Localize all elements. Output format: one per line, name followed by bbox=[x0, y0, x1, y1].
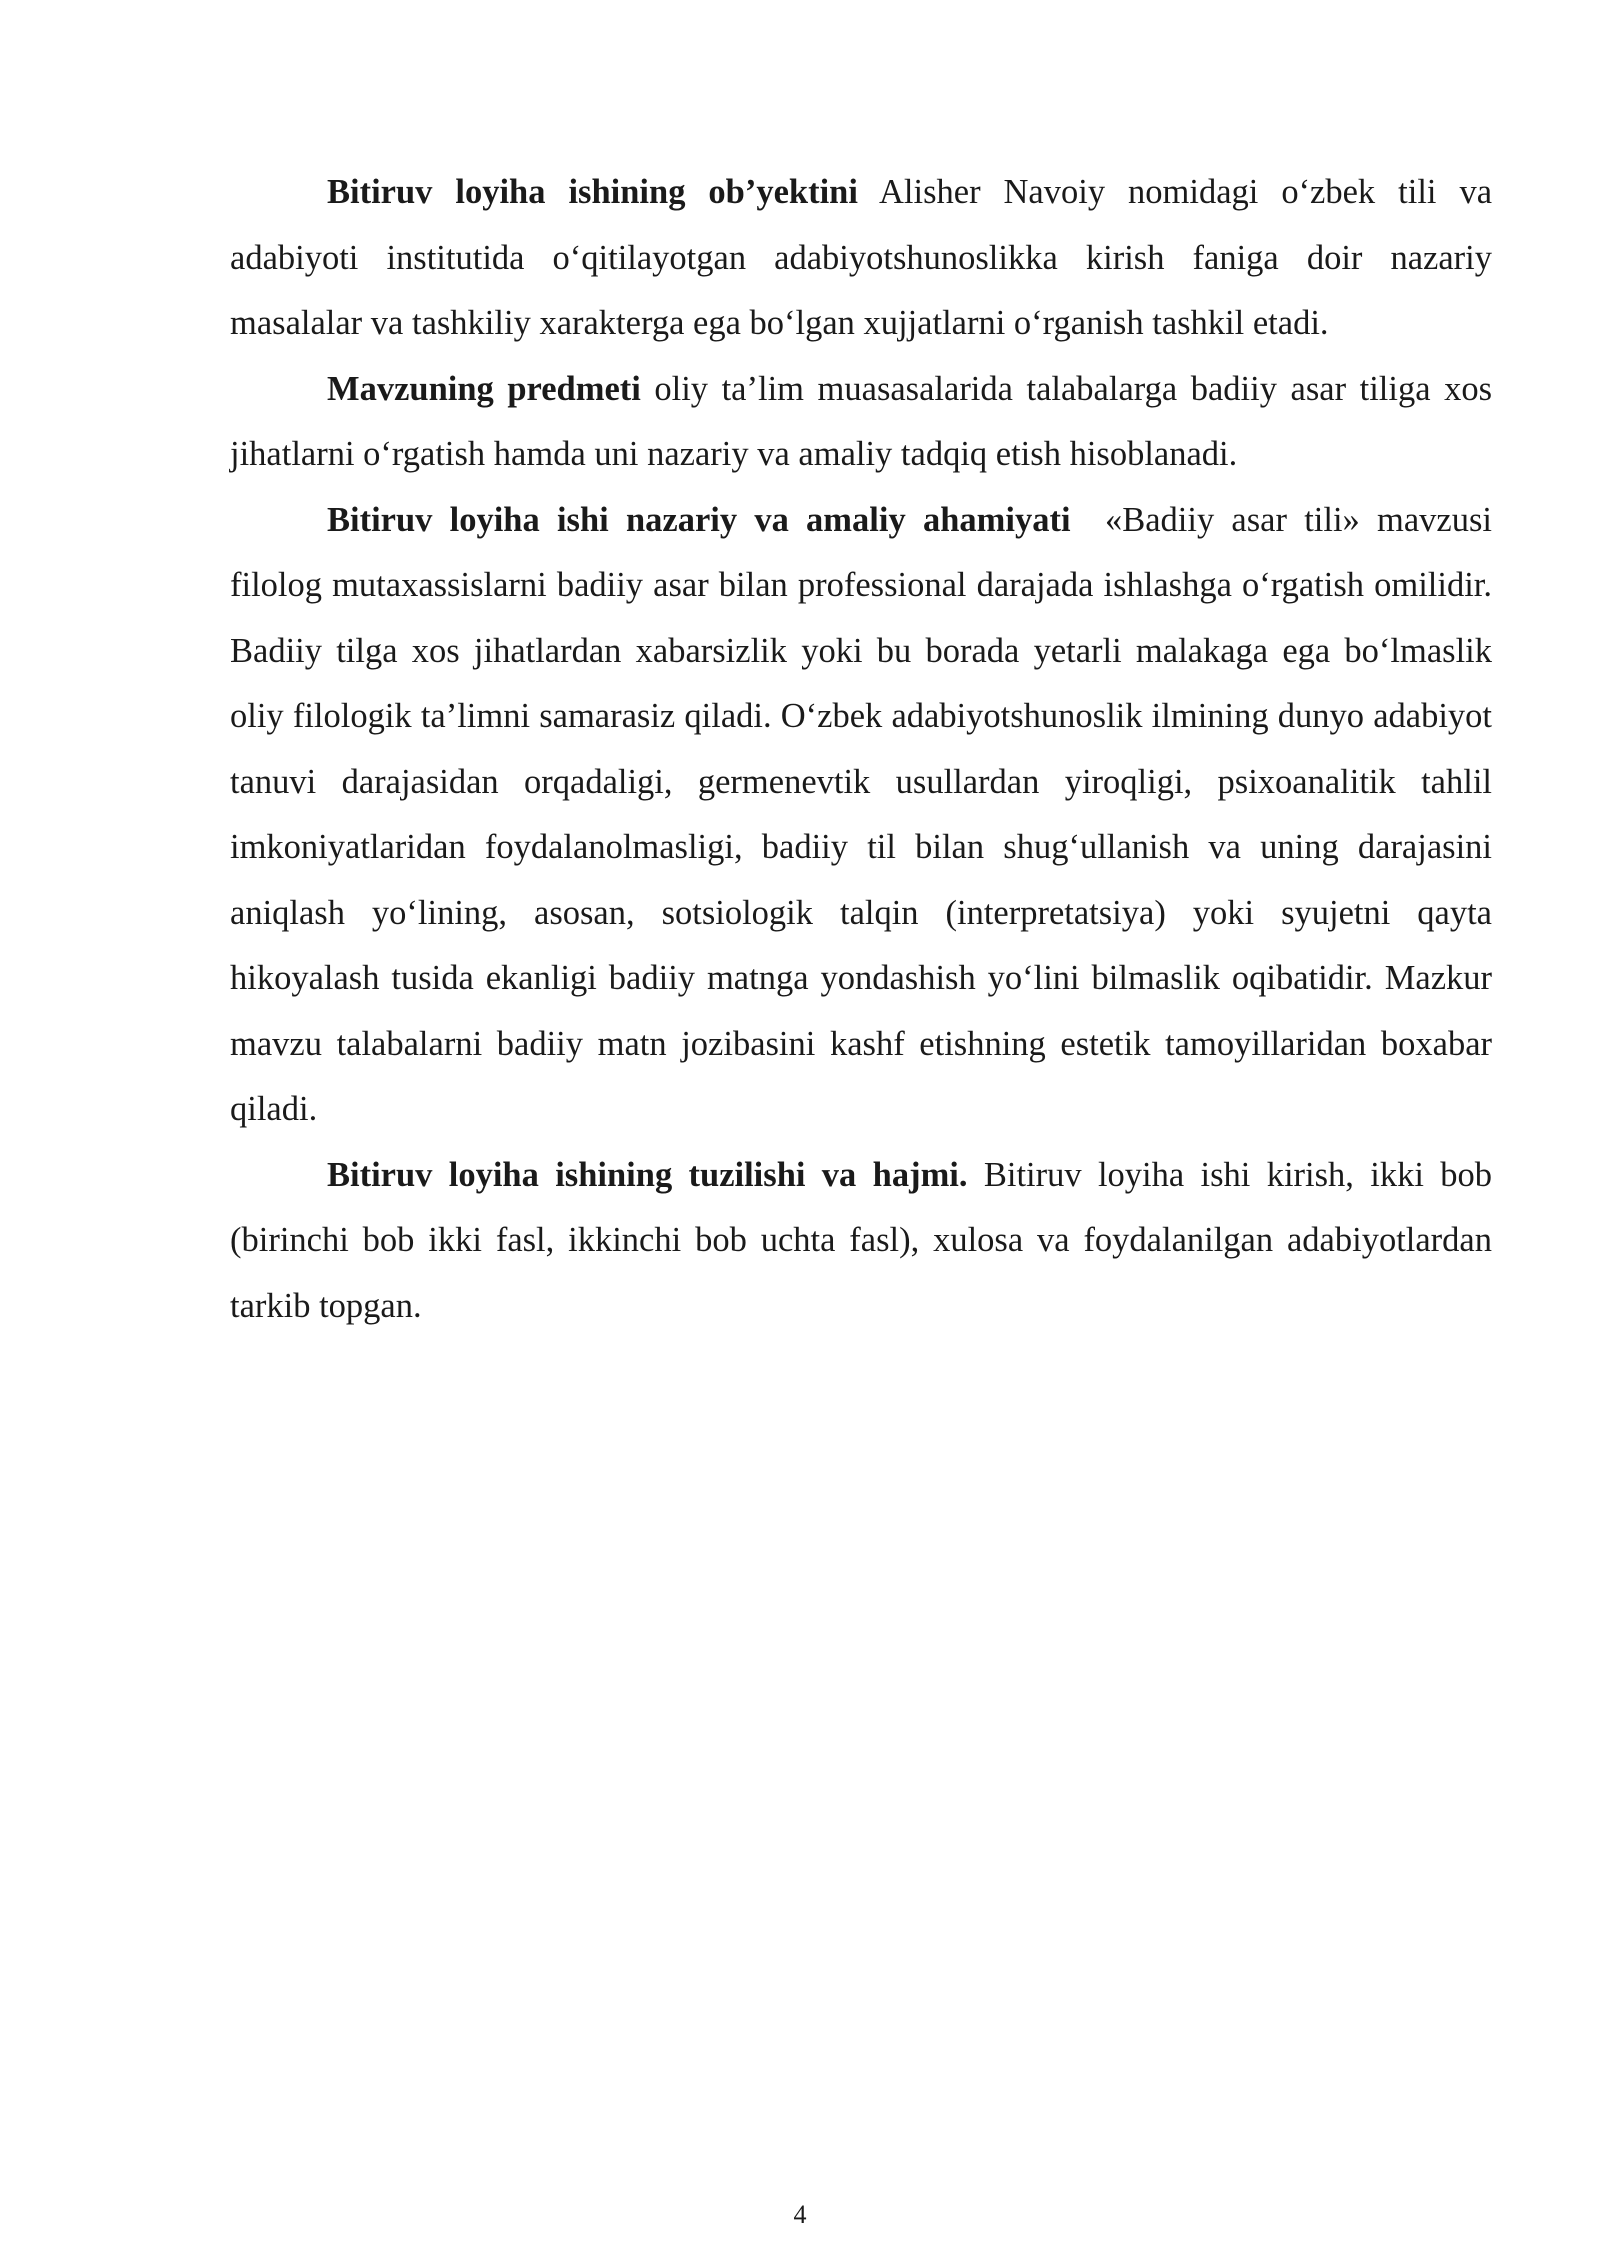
paragraph-research-object bbox=[230, 160, 1492, 357]
page-number: 4 bbox=[793, 2200, 807, 2229]
paragraph-significance bbox=[230, 488, 1501, 1143]
paragraph-heading: Mavzuning predmeti bbox=[327, 369, 641, 408]
paragraph-heading: Bitiruv loyiha ishining ob’yektini bbox=[327, 173, 858, 211]
paragraph-text: oliy ta’lim muasasalarida talabalarga badiiy asar tiliga xos jihatlarni o‘rgatish hamda uni nazariy va amaliy tadqiq etish hisoblanadi. bbox=[230, 369, 1492, 473]
paragraph-heading: Bitiruv loyiha ishi nazariy va amaliy ahamiyati bbox=[327, 500, 1071, 539]
paragraph-text: Alisher Navoiy nomidagi o‘zbek tili va adabiyoti institutida o‘qitilayotgan adabiyotshunoslikka kirish faniga doir nazariy masalalar va tashkiliy xarakterga ega bo‘lgan xujjatlarni o‘rganish tashkil etadi. bbox=[230, 173, 1493, 342]
paragraph-text: Bitiruv loyiha ishi kirish, ikki bob (birinchi bob ikki fasl, ikkinchi bob uchta fasl), xulosa va foydalanilgan adabiyotlardan tarkib topgan. bbox=[230, 1155, 1492, 1325]
page-body bbox=[230, 160, 1501, 1339]
paragraph-heading: Bitiruv loyiha ishining tuzilishi va hajmi. bbox=[327, 1155, 968, 1194]
paragraph-text: «Badiiy asar tili» mavzusi filolog mutaxassislarni badiiy asar bilan professional darajada ishlashga o‘rgatish omilidir. Badiiy tilga xos jihatlardan xabarsizlik yoki bu borada yetarli malakaga ega bo‘lmaslik oliy filologik ta’limni samarasiz qiladi. O‘zbek adabiyotshunoslik ilmining dunyo adabiyot tanuvi darajasidan orqadaligi, germenevtik usullardan yiroqligi, psixoanalitik tahlil imkoniyatlaridan foydalanolmasligi, badiiy til bilan shug‘ullanish va uning darajasini aniqlash yo‘lining, asosan, sotsiologik talqin (interpretatsiya) yoki syujetni qayta hikoyalash tusida ekanligi badiiy matnga yondashish yo‘lini bilmaslik oqibatidir. Mazkur mavzu talabalarni badiiy matn jozibasini kashf etishning estetik tamoyillaridan boxabar qiladi. bbox=[230, 500, 1501, 1128]
paragraph-structure bbox=[230, 1143, 1492, 1340]
paragraph-subject bbox=[230, 357, 1492, 488]
